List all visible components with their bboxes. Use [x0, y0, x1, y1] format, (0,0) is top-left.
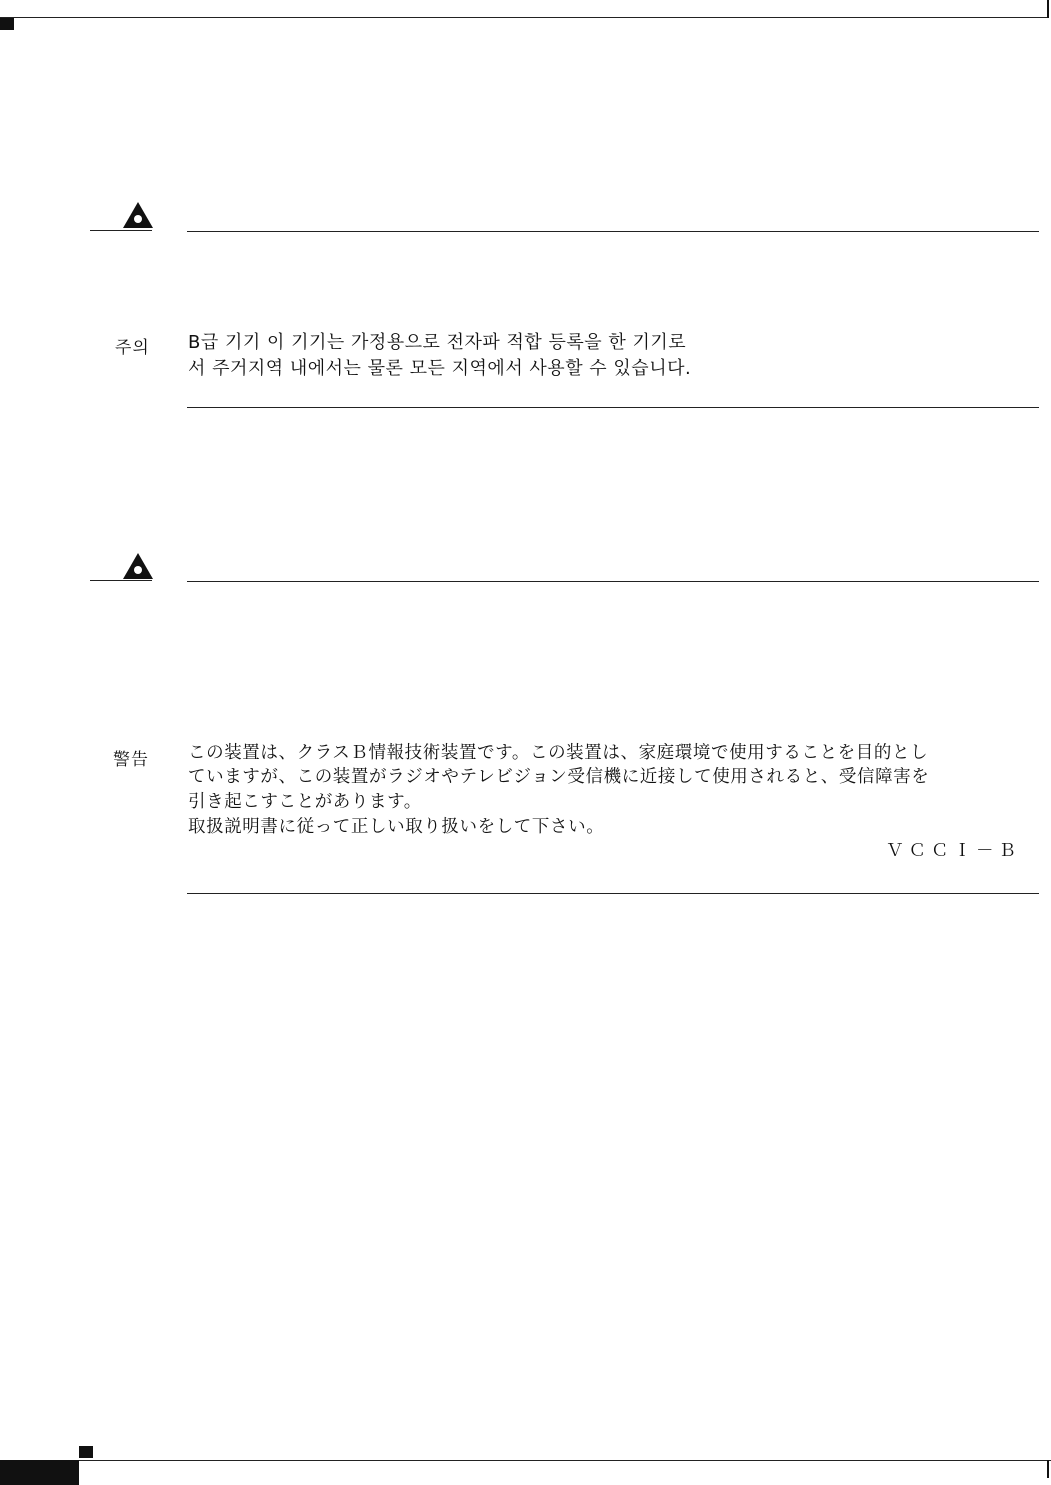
warning-label: 警告: [113, 750, 149, 770]
warning-triangle-icon: [122, 552, 154, 580]
top-left-corner-mark: [0, 18, 14, 30]
japanese-notice-line-4: 取扱説明書に従って正しい取り扱いをして下さい。: [188, 817, 605, 837]
japanese-notice-line-2: ていますが、この装置がラジオやテレビジョン受信機に近接して使用されると、受信障害を: [188, 767, 930, 787]
page-number-tab: [0, 1460, 79, 1485]
japanese-notice-line-1: この装置は、クラスＢ情報技術装置です。この装置は、家庭環境で使用することを目的とし: [188, 743, 929, 763]
warning-triangle-icon: [122, 201, 154, 229]
notice-top-rule: [187, 581, 1039, 582]
top-right-tick: [1047, 0, 1049, 18]
icon-underline: [90, 580, 152, 581]
icon-underline: [90, 230, 152, 231]
bottom-border-line: [79, 1460, 1051, 1461]
top-border-line: [0, 17, 1048, 18]
notice-bottom-rule: [187, 893, 1039, 894]
notice-top-rule: [187, 231, 1039, 232]
korean-notice-line-1: B급 기기 이 기기는 가정용으로 전자파 적합 등록을 한 기기로: [188, 332, 687, 353]
korean-notice-line-2: 서 주거지역 내에서는 물론 모든 지역에서 사용할 수 있습니다.: [188, 358, 692, 379]
notice-bottom-rule: [187, 407, 1039, 408]
vcci-code: ＶＣＣＩ－Ｂ: [886, 841, 1021, 861]
caution-label: 주의: [115, 338, 150, 358]
japanese-notice-line-3: 引き起こすことがあります。: [188, 792, 422, 812]
bottom-right-tick: [1047, 1460, 1049, 1478]
bottom-left-mark: [79, 1446, 93, 1458]
